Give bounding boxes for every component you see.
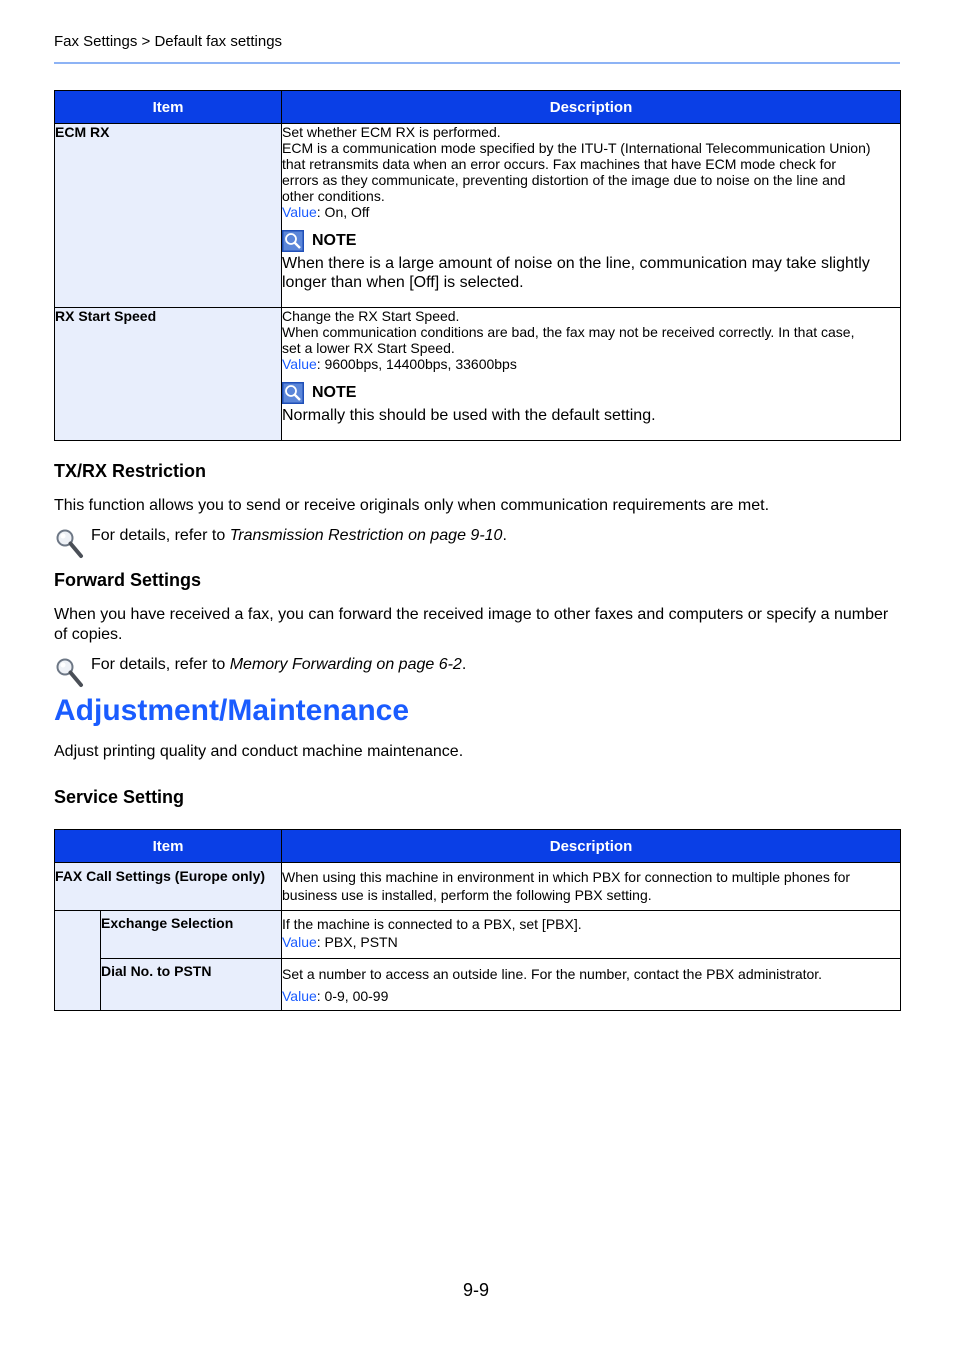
magnifier-icon bbox=[54, 655, 86, 689]
description-line: If the machine is connected to a PBX, set [PBX]. bbox=[282, 916, 582, 932]
table-row bbox=[55, 124, 901, 308]
item-fax-call-settings: FAX Call Settings (Europe only) bbox=[55, 863, 282, 911]
reference-suffix: . bbox=[502, 527, 507, 544]
description-exchange-selection bbox=[282, 911, 901, 959]
description-line: other conditions. bbox=[282, 188, 385, 204]
value-line bbox=[282, 204, 900, 220]
reference-txrx bbox=[54, 526, 900, 560]
value-label: Value bbox=[282, 204, 317, 220]
item-ecm-rx: ECM RX bbox=[55, 124, 282, 308]
description-line: set a lower RX Start Speed. bbox=[282, 340, 455, 356]
column-header-description: Description bbox=[282, 830, 901, 863]
note-title: NOTE bbox=[312, 384, 357, 401]
item-exchange-selection: Exchange Selection bbox=[101, 911, 282, 959]
adjustment-description: Adjust printing quality and conduct machine maintenance. bbox=[54, 743, 464, 760]
note-header bbox=[282, 380, 900, 406]
reference-forward bbox=[54, 655, 900, 689]
indent-cell bbox=[55, 911, 101, 1011]
page-number: 9-9 bbox=[463, 1280, 490, 1300]
note-icon bbox=[282, 230, 304, 252]
reference-link[interactable]: Transmission Restriction on page 9-10 bbox=[229, 527, 503, 544]
value-label: Value bbox=[282, 934, 317, 950]
description-fax-call-settings: When using this machine in environment in which PBX for connection to multiple phones for business use is installed, perform the following PBX setting. bbox=[282, 863, 901, 911]
reference-text bbox=[91, 527, 507, 545]
forward-description: When you have received a fax, you can forward the received image to other faxes and computers or specify a number of copies. bbox=[54, 606, 889, 643]
value-label: Value bbox=[282, 356, 317, 372]
service-setting-table bbox=[54, 829, 901, 1011]
description-line: Set a number to access an outside line. For the number, contact the PBX administrator. bbox=[282, 966, 823, 982]
description-line: that retransmits data when an error occurs. Fax machines that have ECM mode check for bbox=[282, 156, 837, 172]
value-line bbox=[282, 985, 900, 1007]
note-text: When there is a large amount of noise on the line, communication may take slightly longer than when [Off] is selected. bbox=[282, 255, 870, 291]
section-heading-txrx-restriction: TX/RX Restriction bbox=[54, 461, 207, 481]
reference-prefix: For details, refer to bbox=[91, 527, 230, 544]
column-header-description: Description bbox=[282, 91, 901, 124]
item-rx-start-speed: RX Start Speed bbox=[55, 308, 282, 441]
table-row bbox=[55, 959, 901, 1011]
column-header-item: Item bbox=[55, 830, 282, 863]
description-line: Set whether ECM RX is performed. bbox=[282, 124, 501, 140]
magnifier-icon bbox=[54, 526, 86, 560]
item-dial-no-to-pstn: Dial No. to PSTN bbox=[101, 959, 282, 1011]
table-row bbox=[55, 911, 901, 959]
table-row bbox=[55, 863, 901, 911]
note-title: NOTE bbox=[312, 232, 357, 249]
note-header bbox=[282, 228, 900, 254]
section-heading-forward-settings: Forward Settings bbox=[54, 570, 202, 590]
fax-settings-table bbox=[54, 90, 901, 441]
section-heading-service-setting: Service Setting bbox=[54, 787, 185, 807]
description-ecm-rx bbox=[282, 124, 901, 308]
description-line: ECM is a communication mode specified by the ITU-T (International Telecommunication Union) bbox=[282, 140, 871, 156]
value-line bbox=[282, 933, 900, 951]
header-divider bbox=[54, 62, 900, 64]
reference-prefix: For details, refer to bbox=[91, 656, 230, 673]
value-text: : 9600bps, 14400bps, 33600bps bbox=[316, 356, 517, 372]
description-dial-no-to-pstn bbox=[282, 959, 901, 1011]
note-icon bbox=[282, 382, 304, 404]
txrx-description: This function allows you to send or receive originals only when communication requirements are met. bbox=[54, 497, 770, 514]
description-line: errors as they communicate, preventing distortion of the image due to noise on the line and bbox=[282, 172, 846, 188]
note-text: Normally this should be used with the default setting. bbox=[282, 407, 656, 424]
reference-suffix: . bbox=[461, 656, 467, 673]
table-row bbox=[55, 308, 901, 441]
column-header-item: Item bbox=[55, 91, 282, 124]
value-label: Value bbox=[282, 988, 317, 1004]
description-line: When communication conditions are bad, the fax may not be received correctly. In that case, bbox=[282, 324, 855, 340]
value-text: : On, Off bbox=[316, 204, 370, 220]
reference-link[interactable]: Memory Forwarding on page 6-2 bbox=[229, 656, 462, 673]
description-rx-start-speed bbox=[282, 308, 901, 441]
breadcrumb: Fax Settings > Default fax settings bbox=[54, 33, 283, 50]
section-title-adjustment-maintenance: Adjustment/Maintenance bbox=[54, 694, 410, 727]
description-line: Change the RX Start Speed. bbox=[282, 308, 460, 324]
value-text: : PBX, PSTN bbox=[316, 934, 398, 950]
value-text: : 0-9, 00-99 bbox=[316, 988, 389, 1004]
reference-text bbox=[91, 656, 466, 674]
value-line bbox=[282, 356, 900, 372]
